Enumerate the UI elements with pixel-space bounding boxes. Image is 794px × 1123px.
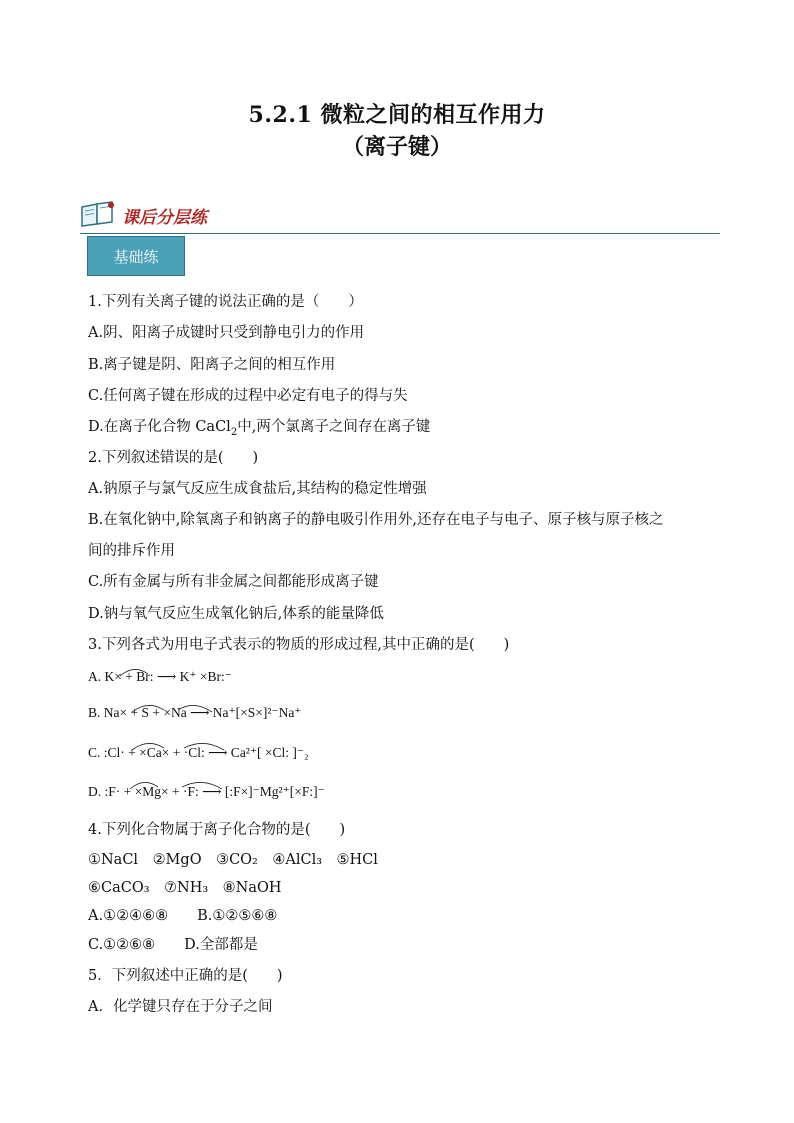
- question-3: 3.下列各式为用电子式表示的物质的形成过程,其中正确的是( ): [88, 637, 510, 653]
- option-2d: D.钠与氧气反应生成氧化钠后,体系的能量降低: [88, 606, 384, 622]
- option-1c: C.任何离子键在形成的过程中必定有电子的得与失: [88, 388, 408, 404]
- option-3b-formula: B. Na× + S + ×Na ⟶ Na⁺[×S×]²⁻Na⁺: [88, 705, 302, 720]
- option-2a: A.钠原子与氯气反应生成食盐后,其结构的稳定性增强: [88, 481, 427, 497]
- page-title: 5.2.1 微粒之间的相互作用力: [248, 102, 546, 128]
- question-1: 1.下列有关离子键的说法正确的是（ ）: [88, 294, 363, 310]
- book-icon: [78, 199, 118, 229]
- level-box: 基础练: [87, 236, 185, 276]
- option-2c: C.所有金属与所有非金属之间都能形成离子键: [88, 574, 379, 590]
- option-5a: A．化学键只存在于分子之间: [88, 999, 273, 1015]
- option-3d-formula: D. :F· + ×Mg× + ·F: ⟶ [:F×]⁻Mg²⁺[×F:]⁻: [88, 784, 325, 799]
- section-banner: 课后分层练: [122, 208, 207, 228]
- option-2b-line2: 间的排斥作用: [88, 543, 175, 559]
- divider: [80, 233, 720, 234]
- option-3a-formula: A. K× + Br: ⟶ K⁺ ×Br:⁻: [88, 669, 232, 684]
- question-4: 4.下列化合物属于离子化合物的是( ): [88, 822, 346, 838]
- page-subtitle: （离子键）: [341, 134, 452, 160]
- compound-list-row2: ⑥CaCO₃ ⑦NH₃ ⑧NaOH: [88, 880, 282, 896]
- question-2: 2.下列叙述错误的是( ): [88, 450, 259, 466]
- option-1b: B.离子键是阴、阳离子之间的相互作用: [88, 357, 336, 373]
- compound-list-row1: ①NaCl ②MgO ③CO₂ ④AlCl₃ ⑤HCl: [88, 852, 378, 868]
- option-2b-line1: B.在氧化钠中,除氧离子和钠离子的静电吸引作用外,还存在电子与电子、原子核与原子核之: [88, 512, 664, 528]
- options-4ab: A.①②④⑥⑧ B.①②⑤⑥⑧: [88, 908, 278, 924]
- option-1d: D.在离子化合物 CaCl$_2$中,两个氯离子之间存在离子键: [88, 419, 431, 438]
- option-3c-formula: C. :Cl· + ×Ca× + ·Cl: ⟶ Ca²⁺[ ×Cl: ]⁻₂: [88, 745, 309, 760]
- option-1a: A.阴、阳离子成键时只受到静电引力的作用: [88, 325, 365, 341]
- options-4cd: C.①②⑥⑧ D.全部都是: [88, 937, 258, 953]
- question-5: 5．下列叙述中正确的是( ): [88, 968, 283, 984]
